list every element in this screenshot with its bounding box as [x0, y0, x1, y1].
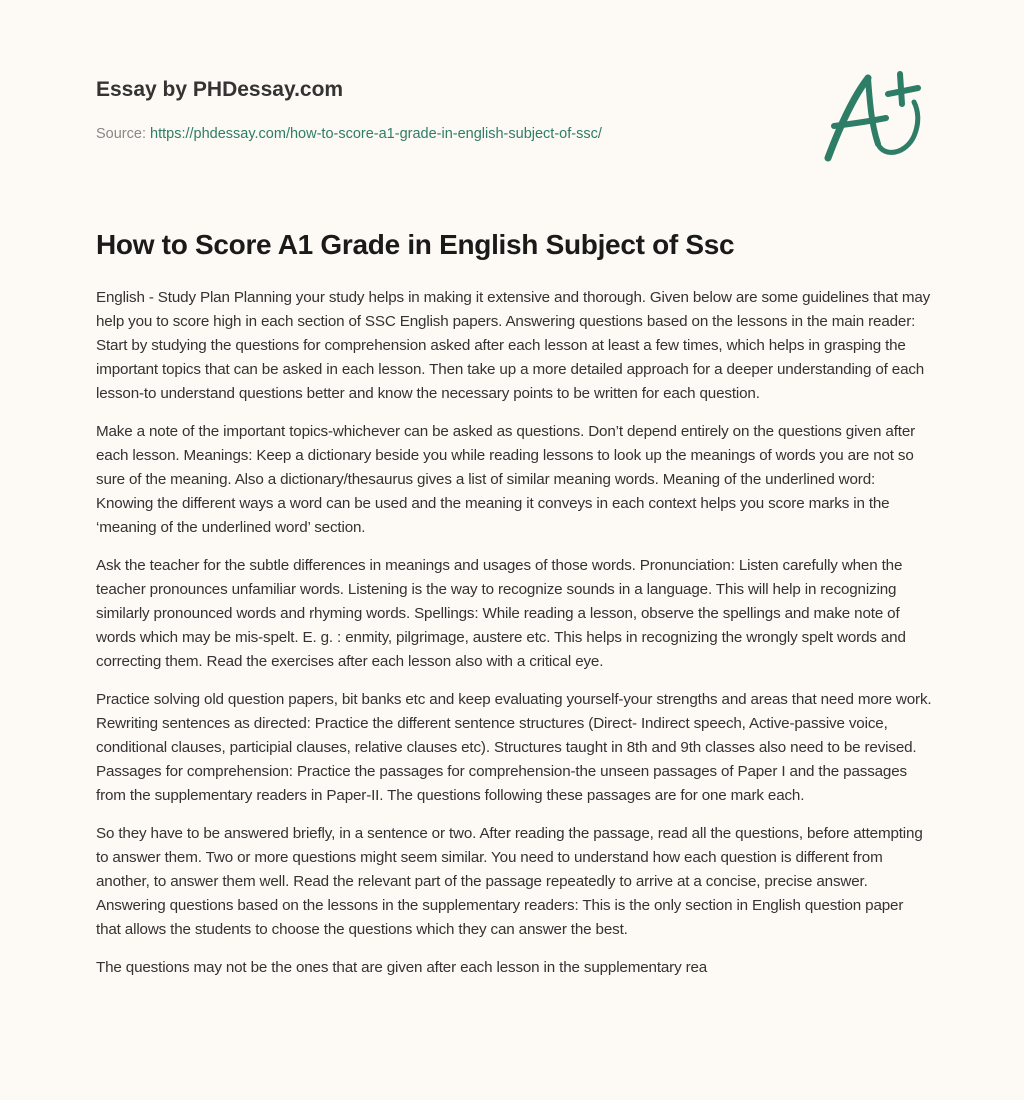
paragraph: So they have to be answered briefly, in a sentence or two. After reading the passage, read all the questions, before attempting to answer them. Two or more questions might seem similar. You need to understand how each question is different from another, to answer them well. Read the relevant part of the passage repeatedly to arrive at a concise, precise answer. Answering questions based on the lessons in the supplementary readers: This is the only section in English question paper that allows the students to choose the questions which they can answer the best.: [96, 825, 923, 938]
article-body: [96, 286, 932, 994]
source-link[interactable]: https://phdessay.com/how-to-score-a1-grade-in-english-subject-of-ssc/: [150, 126, 602, 142]
paragraph: Make a note of the important topics-whichever can be asked as questions. Don’t depend entirely on the questions given after each lesson. Meanings: Keep a dictionary beside you while reading lessons to look up the meanings of words you are not so sure of the meaning. Also a dictionary/thesaurus gives a list of similar meaning words. Meaning of the underlined word: Knowing the different ways a word can be used and the meaning it conveys in each context helps you score marks in the ‘meaning of the underlined word’ section.: [96, 423, 916, 536]
article-title: How to Score A1 Grade in English Subject of Ssc: [96, 229, 735, 260]
source-label: Source:: [96, 126, 146, 142]
paragraph: Practice solving old question papers, bit banks etc and keep evaluating yourself-your strengths and areas that need more work. Rewriting sentences as directed: Practice the different sentence structures (Direct- Indirect speech, Active-passive voice, conditional clauses, participial clauses, relative clauses etc). Structures taught in 8th and 9th classes also need to be revised. Passages for comprehension: Practice the passages for comprehension-the unseen passages of Paper I and the passages from the supplementary readers in Paper-II. The questions following these passages are for one mark each.: [96, 691, 932, 804]
page-header: [96, 76, 796, 144]
paragraph: English - Study Plan Planning your study helps in making it extensive and thorough. Given below are some guidelines that may help you to score high in each section of SSC English papers. Answering questions based on the lessons in the main reader: Start by studying the questions for comprehension asked after each lesson at least a few times, which helps in grasping the important topics that can be asked in each lesson. Then take up a more detailed approach for a deeper understanding of each lesson-to understand questions better and know the necessary points to be written for each question.: [96, 289, 931, 402]
paragraph: Ask the teacher for the subtle differences in meanings and usages of those words. Pronunciation: Listen carefully when the teacher pronounces unfamiliar words. Listening is the way to recognize sounds in a language. This will help in recognizing similarly pronounced words and rhyming words. Spellings: While reading a lesson, observe the spellings and make note of words which may be mis-spelt. E. g. : enmity, pilgrimage, austere etc. This helps in recognizing the wrongly spelt words and correcting them. Read the exercises after each lesson also with a critical eye.: [96, 557, 906, 670]
a-plus-grade-icon: [818, 66, 930, 166]
paragraph: The questions may not be the ones that are given after each lesson in the supplementary rea: [96, 959, 708, 976]
source-line: [96, 124, 796, 144]
site-title: Essay by PHDessay.com: [96, 78, 344, 101]
